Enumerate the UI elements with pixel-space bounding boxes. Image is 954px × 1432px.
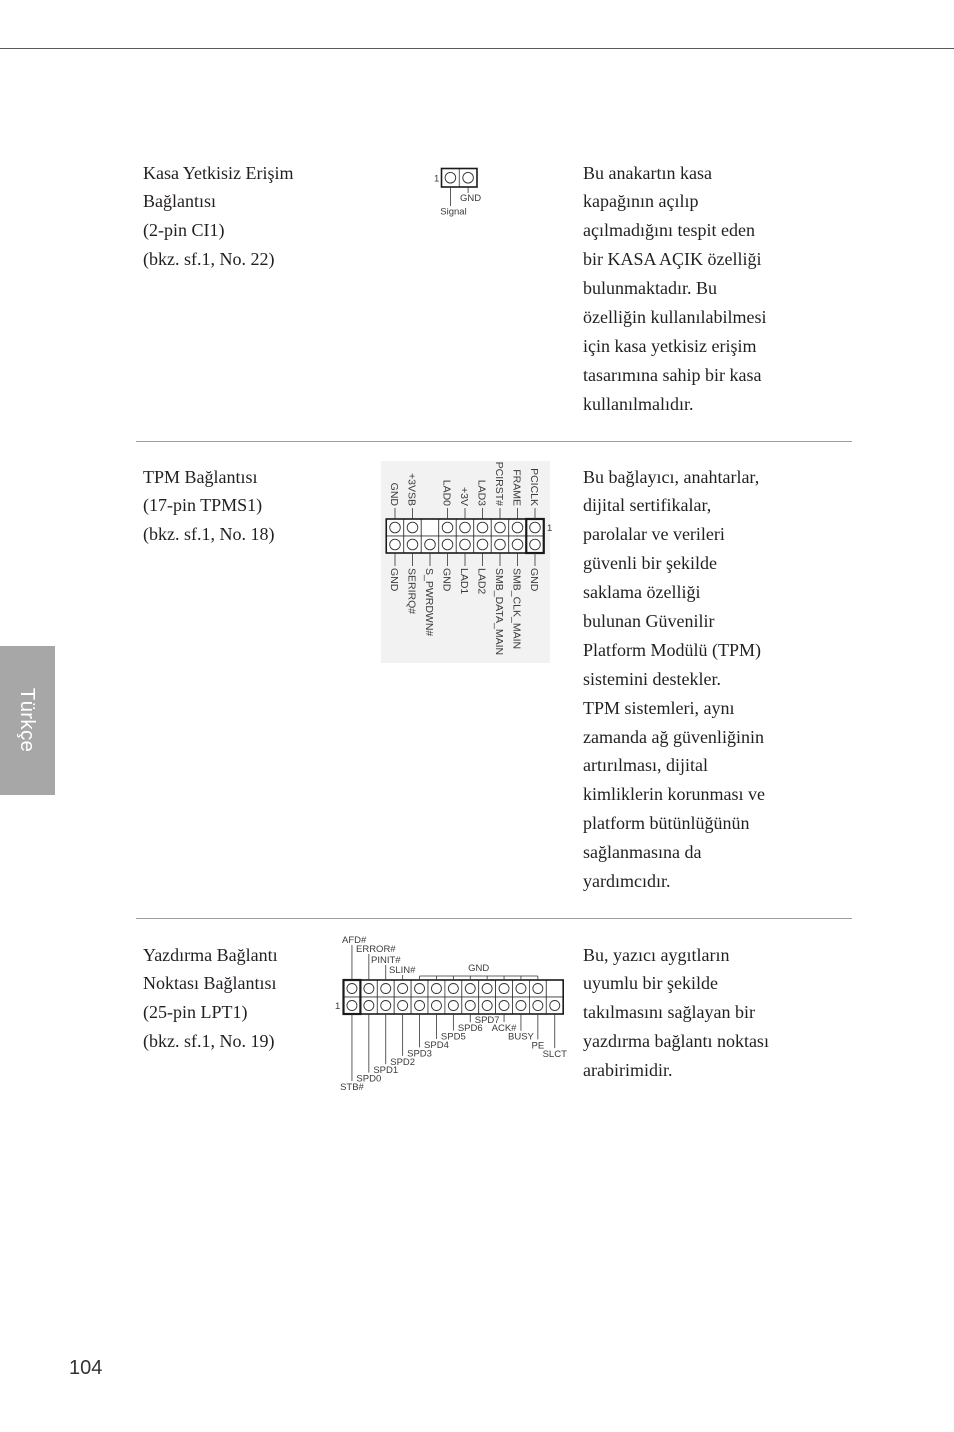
- side-tab-label: Türkçe: [16, 687, 39, 753]
- pin-cell: [546, 980, 563, 997]
- pin: [390, 522, 401, 533]
- top-pin-label: LAD3: [475, 479, 488, 506]
- connector-description: [583, 941, 769, 1085]
- ci1-pinout-diagram: [430, 162, 490, 220]
- pin: [495, 522, 506, 533]
- heading-line: (bkz. sf.1, No. 19): [143, 1031, 275, 1052]
- description-line: bulunmaktadır. Bu: [583, 278, 717, 299]
- side-tab: [0, 646, 55, 795]
- bottom-pin-label: SLCT: [542, 1049, 567, 1061]
- bottom-pin-label: GND: [388, 568, 401, 592]
- pin: [499, 984, 509, 994]
- pin: [407, 522, 418, 533]
- description-line: parolalar ve verileri: [583, 524, 725, 545]
- pin: [465, 984, 475, 994]
- pin: [381, 984, 391, 994]
- pin: [347, 1001, 357, 1011]
- pin: [516, 984, 526, 994]
- top-pin-label: +3VSB: [405, 473, 418, 506]
- pin: [550, 1001, 560, 1011]
- pin: [465, 1001, 475, 1011]
- bottom-pin-label: LAD1: [458, 568, 471, 595]
- pin: [530, 522, 541, 533]
- lpt-pinout-diagram: [333, 932, 573, 1097]
- bottom-pin-label: SPD1: [373, 1065, 399, 1077]
- description-line: uyumlu bir şekilde: [583, 973, 718, 994]
- pin: [364, 984, 374, 994]
- pin: [477, 539, 488, 550]
- description-line: saklama özelliği: [583, 582, 701, 603]
- pin: [415, 1001, 425, 1011]
- ground-pins-label: GND: [468, 963, 490, 974]
- top-pin-label: +3V: [458, 487, 471, 506]
- pin: [533, 984, 543, 994]
- bottom-pin-label: LAD2: [475, 568, 488, 595]
- pin: [398, 984, 408, 994]
- bottom-pin-label: SPD2: [390, 1056, 416, 1068]
- heading-line: Noktası Bağlantısı: [143, 973, 277, 994]
- description-line: bir KASA AÇIK özelliği: [583, 249, 762, 270]
- section-divider: [136, 918, 852, 919]
- pin: [398, 1001, 408, 1011]
- heading-line: (17-pin TPMS1): [143, 495, 263, 516]
- description-line: yazdırma bağlantı noktası: [583, 1031, 769, 1052]
- pin: [482, 984, 492, 994]
- pin: [463, 172, 474, 183]
- top-pin-label: LAD0: [440, 479, 453, 506]
- bottom-pin-label: SPD0: [356, 1073, 382, 1085]
- description-line: platform bütünlüğünün: [583, 813, 750, 834]
- pin: [460, 539, 471, 550]
- top-pin-label: FRAME: [510, 469, 523, 506]
- pin: [512, 522, 523, 533]
- description-line: Bu bağlayıcı, anahtarlar,: [583, 466, 760, 487]
- connector-heading: [143, 159, 294, 275]
- description-line: açılmadığını tespit eden: [583, 220, 755, 241]
- pin: [431, 984, 441, 994]
- description-line: zamanda ağ güvenliğinin: [583, 726, 764, 747]
- bottom-pin-label: SPD6: [457, 1023, 483, 1035]
- signal-pin-label: Signal: [440, 206, 467, 218]
- description-line: tasarımına sahip bir kasa: [583, 364, 762, 385]
- bottom-pin-label: STB#: [340, 1082, 364, 1093]
- description-line: sistemini destekler.: [583, 668, 721, 689]
- description-line: Bu anakartın kasa: [583, 162, 712, 183]
- bottom-pin-label: GND: [440, 568, 453, 592]
- heading-line: Bağlantısı: [143, 191, 216, 212]
- pin: [347, 984, 357, 994]
- description-line: dijital sertifikalar,: [583, 495, 712, 516]
- bottom-pin-label: ACK#: [491, 1023, 517, 1034]
- pin: [425, 539, 436, 550]
- description-line: kapağının açılıp: [583, 191, 699, 212]
- description-line: arabirimidir.: [583, 1060, 673, 1081]
- heading-line: (2-pin CI1): [143, 220, 225, 241]
- description-line: Bu, yazıcı aygıtların: [583, 944, 730, 965]
- top-pin-label: PINIT#: [371, 955, 401, 966]
- bottom-pin-label: PE: [531, 1040, 545, 1052]
- pin: [448, 1001, 458, 1011]
- description-line: bulunan Güvenilir: [583, 610, 715, 631]
- heading-line: TPM Bağlantısı: [143, 466, 258, 487]
- bottom-pin-label: SERIRQ#: [405, 568, 418, 615]
- pin: [381, 1001, 391, 1011]
- pin: [482, 1001, 492, 1011]
- pin: [477, 522, 488, 533]
- description-line: kullanılmalıdır.: [583, 393, 694, 414]
- bottom-pin-label: SMB_DATA_MAIN: [493, 568, 506, 656]
- description-line: için kasa yetkisiz erişim: [583, 335, 757, 356]
- heading-line: (bkz. sf.1, No. 22): [143, 249, 275, 270]
- tpm-pinout-diagram: [381, 461, 556, 663]
- gnd-pin-label: GND: [459, 193, 482, 204]
- pin: [499, 1001, 509, 1011]
- bottom-pin-label: GND: [528, 568, 541, 592]
- top-pin-label: AFD#: [342, 935, 367, 946]
- pin: [390, 539, 401, 550]
- description-line: TPM sistemleri, aynı: [583, 697, 735, 718]
- pin: [442, 539, 453, 550]
- top-pin-label: GND: [388, 482, 401, 506]
- pin: [442, 522, 453, 533]
- pin-cell: [421, 519, 439, 536]
- description-line: sağlanmasına da: [583, 842, 702, 863]
- bottom-pin-label: SPD4: [424, 1040, 449, 1051]
- description-line: Platform Modülü (TPM): [583, 639, 761, 660]
- connector-heading: [143, 941, 278, 1057]
- bottom-pin-label: SPD7: [474, 1014, 500, 1026]
- description-line: takılmasını sağlayan bir: [583, 1002, 755, 1023]
- bottom-pin-label: SPD3: [407, 1048, 432, 1060]
- pin: [448, 984, 458, 994]
- pin: [415, 984, 425, 994]
- pin1-label: 1: [335, 1001, 341, 1012]
- connector-description: [583, 463, 765, 896]
- bottom-pin-label: BUSY: [508, 1031, 534, 1043]
- top-pin-label: PCICLK: [528, 468, 541, 506]
- bottom-pin-label: S_PWRDWN#: [423, 568, 436, 637]
- description-line: özelliğin kullanılabilmesi: [583, 306, 767, 327]
- bottom-pin-label: SPD5: [440, 1031, 466, 1043]
- pin: [445, 172, 456, 183]
- description-line: kimliklerin korunması ve: [583, 784, 765, 805]
- pin: [364, 1001, 374, 1011]
- connector-description: [583, 159, 766, 419]
- pin: [533, 1001, 543, 1011]
- pin: [530, 539, 541, 550]
- pin: [516, 1001, 526, 1011]
- section-divider: [136, 441, 852, 442]
- pin: [495, 539, 506, 550]
- page-number: 104: [69, 1357, 103, 1379]
- pin: [431, 1001, 441, 1011]
- heading-line: (bkz. sf.1, No. 18): [143, 524, 275, 545]
- pin1-label: 1: [547, 523, 553, 534]
- top-pin-label: ERROR#: [356, 944, 396, 955]
- pin1-label: 1: [434, 173, 440, 185]
- pin: [407, 539, 418, 550]
- heading-line: Kasa Yetkisiz Erişim: [143, 162, 294, 183]
- top-pin-label: SLIN#: [389, 965, 416, 976]
- heading-line: (25-pin LPT1): [143, 1002, 248, 1023]
- description-line: yardımcıdır.: [583, 870, 671, 891]
- bottom-pin-label: SMB_CLK_MAIN: [510, 568, 523, 650]
- description-line: artırılması, dijital: [583, 755, 708, 776]
- pin: [460, 522, 471, 533]
- description-line: güvenli bir şekilde: [583, 553, 717, 574]
- top-pin-label: PCIRST#: [493, 461, 506, 506]
- heading-line: Yazdırma Bağlantı: [143, 944, 278, 965]
- header-rule: [0, 48, 954, 49]
- pin: [512, 539, 523, 550]
- connector-heading: [143, 463, 274, 550]
